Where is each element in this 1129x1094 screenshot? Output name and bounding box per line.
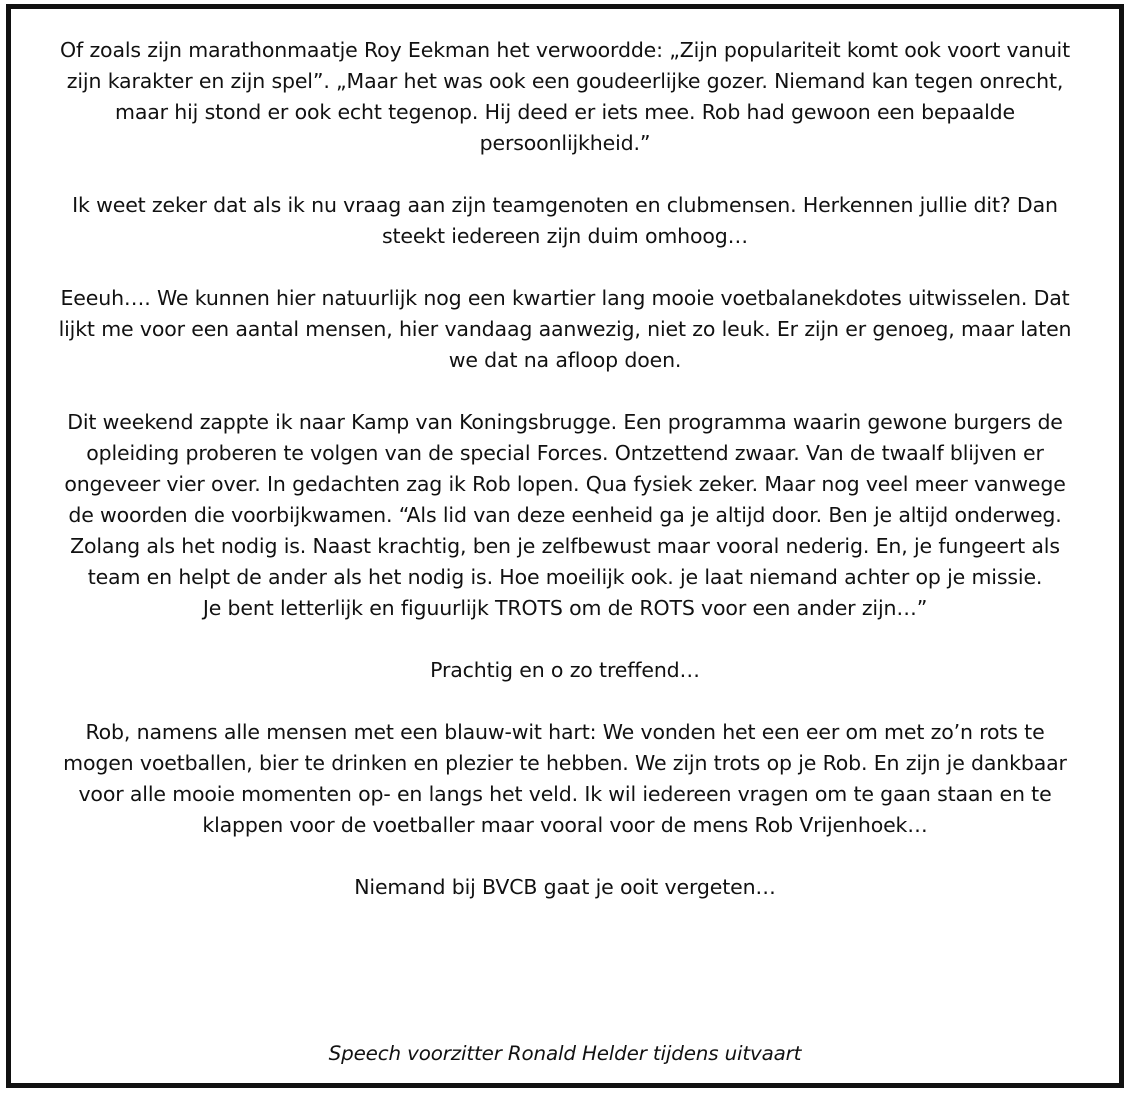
text-line: persoonlijkheid.”: [479, 131, 651, 155]
paragraph-teammates: [25, 190, 1105, 252]
text-line: de woorden die voorbijkwamen. “Als lid van deze eenheid ga je altijd door. Ben je altijd onderweg.: [68, 503, 1062, 527]
text-line: Eeeuh…. We kunnen hier natuurlijk nog een kwartier lang mooie voetbalanekdotes uitwisselen. Dat: [60, 286, 1070, 310]
text-line: maar hij stond er ook echt tegenop. Hij deed er iets mee. Rob had gewoon een bepaalde: [115, 100, 1015, 124]
text-line: Ik weet zeker dat als ik nu vraag aan zijn teamgenoten en clubmensen. Herkennen jullie dit? Dan: [72, 193, 1058, 217]
speech-body: [25, 35, 1105, 934]
text-line: voor alle mooie momenten op- en langs het veld. Ik wil iedereen vragen om te gaan staan en te: [78, 782, 1052, 806]
text-line: Niemand bij BVCB gaat je ooit vergeten…: [354, 875, 776, 899]
paragraph-tribute: [25, 717, 1105, 841]
paragraph-treffend: [25, 655, 1105, 686]
text-line: steekt iedereen zijn duim omhoog…: [381, 224, 748, 248]
text-line: Rob, namens alle mensen met een blauw-wit hart: We vonden het een eer om met zo’n rots te: [85, 720, 1045, 744]
text-line: klappen voor de voetballer maar vooral voor de mens Rob Vrijenhoek…: [202, 813, 928, 837]
paragraph-closing: [25, 872, 1105, 903]
paragraph-anecdotes: [25, 283, 1105, 376]
text-line: we dat na afloop doen.: [448, 348, 682, 372]
text-line: lijkt me voor een aantal mensen, hier vandaag aanwezig, niet zo leuk. Er zijn er genoeg, maar laten: [58, 317, 1072, 341]
text-line: Prachtig en o zo treffend…: [430, 658, 700, 682]
text-line: mogen voetballen, bier te drinken en plezier te hebben. We zijn trots op je Rob. En zijn je dankbaar: [63, 751, 1067, 775]
text-line: team en helpt de ander als het nodig is. Hoe moeilijk ook. je laat niemand achter op je missie.: [87, 565, 1043, 589]
text-line: Of zoals zijn marathonmaatje Roy Eekman het verwoordde: „Zijn populariteit komt ook voort vanuit: [60, 38, 1070, 62]
document-frame: [6, 4, 1124, 1088]
paragraph-roy-eekman-quote: [25, 35, 1105, 159]
speech-attribution: Speech voorzitter Ronald Helder tijdens uitvaart: [328, 1042, 802, 1065]
text-line: Je bent letterlijk en figuurlijk TROTS om de ROTS voor een ander zijn…”: [202, 596, 928, 620]
text-line: zijn karakter en zijn spel”. „Maar het was ook een goudeerlijke gozer. Niemand kan tegen onrecht,: [66, 69, 1064, 93]
paragraph-special-forces: [25, 407, 1105, 624]
text-line: ongeveer vier over. In gedachten zag ik Rob lopen. Qua fysiek zeker. Maar nog veel meer vanwege: [64, 472, 1066, 496]
text-line: Dit weekend zappte ik naar Kamp van Koningsbrugge. Een programma waarin gewone burgers de: [67, 410, 1063, 434]
text-line: opleiding proberen te volgen van de special Forces. Ontzettend zwaar. Van de twaalf blijven er: [86, 441, 1044, 465]
text-line: Zolang als het nodig is. Naast krachtig, ben je zelfbewust maar vooral nederig. En, je fungeert als: [70, 534, 1060, 558]
